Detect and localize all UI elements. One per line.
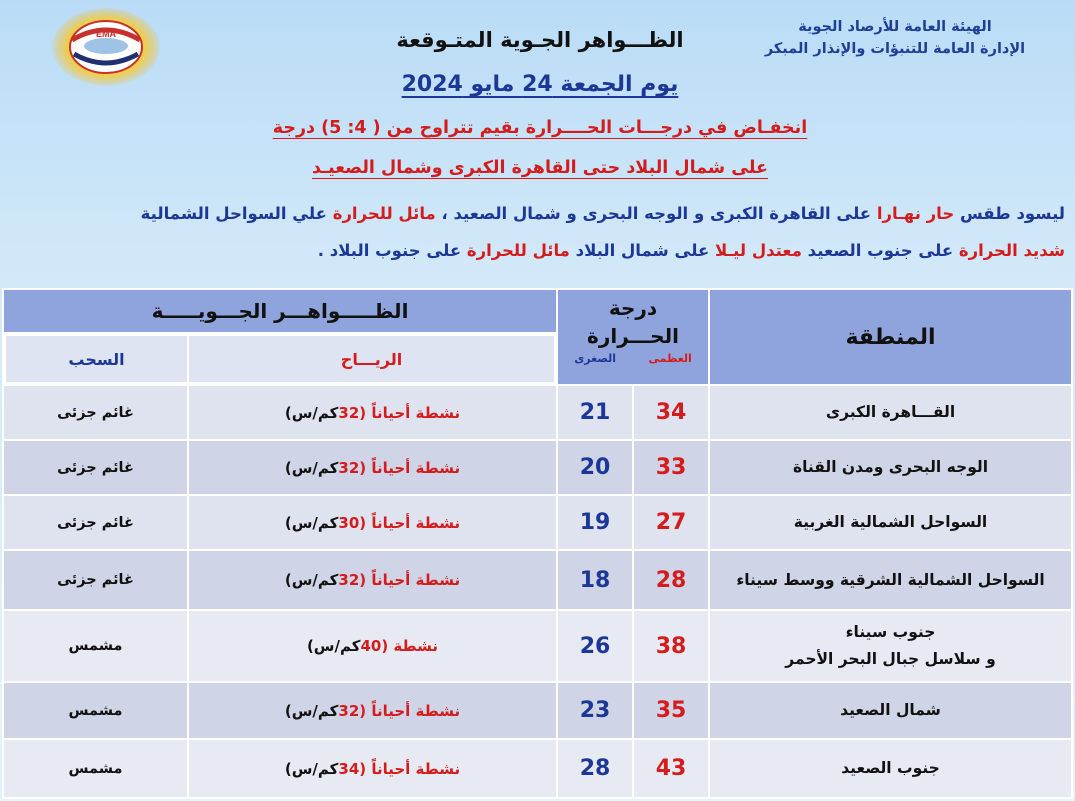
wind-unit: كم/س) xyxy=(284,759,339,778)
cell-max: 33 xyxy=(634,441,708,494)
wind-speed: 40 xyxy=(360,637,382,655)
region-name: جنوب الصعيد xyxy=(841,759,940,777)
wind-unit: كم/س) xyxy=(284,701,339,720)
ema-logo-icon xyxy=(52,8,160,86)
forecast-date: يوم الجمعة 24 مايو 2024 xyxy=(401,72,679,97)
wind-description: نشطة أحياناً ( xyxy=(359,513,461,532)
cell-max: 28 xyxy=(634,551,708,609)
summary-segment: حار نهـارا xyxy=(871,204,955,223)
region-name: القـــاهرة الكبرى xyxy=(825,403,956,421)
header-wind: الريـــاح xyxy=(189,336,554,382)
cell-max: 43 xyxy=(634,740,708,797)
summary-segment: مائل للحرارة xyxy=(461,241,570,260)
cell-max: 35 xyxy=(634,683,708,738)
cell-max: 34 xyxy=(634,386,708,439)
wind-description: نشطة أحياناً ( xyxy=(359,759,461,778)
cell-clouds: مشمس xyxy=(4,740,187,797)
cell-wind xyxy=(189,551,556,609)
summary-segment: شديد الحرارة xyxy=(953,241,1065,260)
cell-min: 23 xyxy=(558,683,632,738)
cell-region xyxy=(710,683,1071,738)
summary-line-1 xyxy=(15,204,1065,223)
header-temp-max: العظمى xyxy=(648,352,692,365)
wind-description: نشطة ( xyxy=(381,637,439,655)
cell-wind xyxy=(189,496,556,549)
summary-segment: على القاهرة الكبرى و الوجه البحرى و شمال الصعيد ، xyxy=(435,204,872,223)
summary-segment: مائل للحرارة xyxy=(326,204,436,223)
forecast-table xyxy=(2,288,1073,799)
logo-text: EMA xyxy=(96,29,116,39)
summary-segment: على جنوب البلاد . xyxy=(317,241,462,260)
header-temp-label: درجة الحـــرارة xyxy=(587,296,679,348)
cell-min: 26 xyxy=(558,611,632,681)
cell-wind xyxy=(189,611,556,681)
wind-unit: كم/س) xyxy=(284,403,339,422)
cell-wind xyxy=(189,386,556,439)
wind-speed: 30 xyxy=(338,513,360,532)
cell-wind xyxy=(189,683,556,738)
region-name: شمال الصعيد xyxy=(840,701,941,719)
cell-min: 21 xyxy=(558,386,632,439)
wind-speed: 32 xyxy=(338,403,360,422)
cell-max: 38 xyxy=(634,611,708,681)
cell-clouds: غائم جزئى xyxy=(4,441,187,494)
header-phenomena: الظـــــواهـــر الجـــويـــــة xyxy=(4,290,556,332)
cell-region xyxy=(710,611,1071,681)
alert-line-2: على شمال البلاد حتى القاهرة الكبرى وشمال الصعيـد xyxy=(312,158,768,178)
summary-segment: على جنوب الصعيد xyxy=(801,241,954,260)
cell-region xyxy=(710,386,1071,439)
summary-segment: على شمال البلاد xyxy=(569,241,710,260)
wind-description: نشطة أحياناً ( xyxy=(359,403,461,422)
wind-speed: 32 xyxy=(338,571,360,589)
wind-speed: 32 xyxy=(338,458,360,477)
cell-wind xyxy=(189,740,556,797)
page-title: الظـــواهر الجـوية المتـوقعة xyxy=(396,28,684,52)
region-name: جنوب سيناء و سلاسل جبال البحر الأحمر xyxy=(785,623,996,668)
cell-min: 18 xyxy=(558,551,632,609)
wind-unit: كم/س) xyxy=(284,458,339,477)
cell-region xyxy=(710,496,1071,549)
summary-segment: معتدل ليـلا xyxy=(709,241,802,260)
region-name: السواحل الشمالية الغربية xyxy=(793,513,988,531)
agency-name xyxy=(735,16,1055,60)
cell-min: 20 xyxy=(558,441,632,494)
cell-wind xyxy=(189,441,556,494)
header-temp-min: الصغرى xyxy=(574,352,617,365)
cell-clouds: مشمس xyxy=(4,683,187,738)
header-temperature xyxy=(558,290,708,384)
cell-max: 27 xyxy=(634,496,708,549)
summary-line-2 xyxy=(15,241,1065,260)
wind-unit: كم/س) xyxy=(306,637,361,655)
header-region: المنطقة xyxy=(710,290,1071,384)
cell-region xyxy=(710,441,1071,494)
wind-description: نشطة أحياناً ( xyxy=(359,701,461,720)
region-name: الوجه البحرى ومدن القناة xyxy=(792,458,989,476)
agency-line-2: الإدارة العامة للتنبؤات والإنذار المبكر xyxy=(764,41,1026,57)
summary-segment: علي السواحل الشمالية xyxy=(140,204,327,223)
cell-clouds: غائم جزئى xyxy=(4,496,187,549)
wind-description: نشطة أحياناً ( xyxy=(359,571,461,589)
wind-speed: 34 xyxy=(338,759,360,778)
cell-clouds: مشمس xyxy=(4,611,187,681)
cell-clouds: غائم جزئى xyxy=(4,386,187,439)
wind-unit: كم/س) xyxy=(284,513,339,532)
cell-min: 28 xyxy=(558,740,632,797)
cell-region xyxy=(710,740,1071,797)
wind-speed: 32 xyxy=(338,701,360,720)
cell-region xyxy=(710,551,1071,609)
region-name: السواحل الشمالية الشرقية ووسط سيناء xyxy=(736,570,1045,589)
cell-clouds: غائم جزئى xyxy=(4,551,187,609)
wind-unit: كم/س) xyxy=(284,571,339,589)
agency-line-1: الهيئة العامة للأرصاد الجوية xyxy=(798,19,992,35)
summary-segment: ليسود طقس xyxy=(954,204,1065,223)
header-clouds: السحب xyxy=(6,336,187,382)
alert-line-1: انخفـاض في درجـــات الحــــرارة بقيم تتراوح من ( 4: 5) درجة xyxy=(272,118,808,138)
cell-min: 19 xyxy=(558,496,632,549)
wind-description: نشطة أحياناً ( xyxy=(359,458,461,477)
